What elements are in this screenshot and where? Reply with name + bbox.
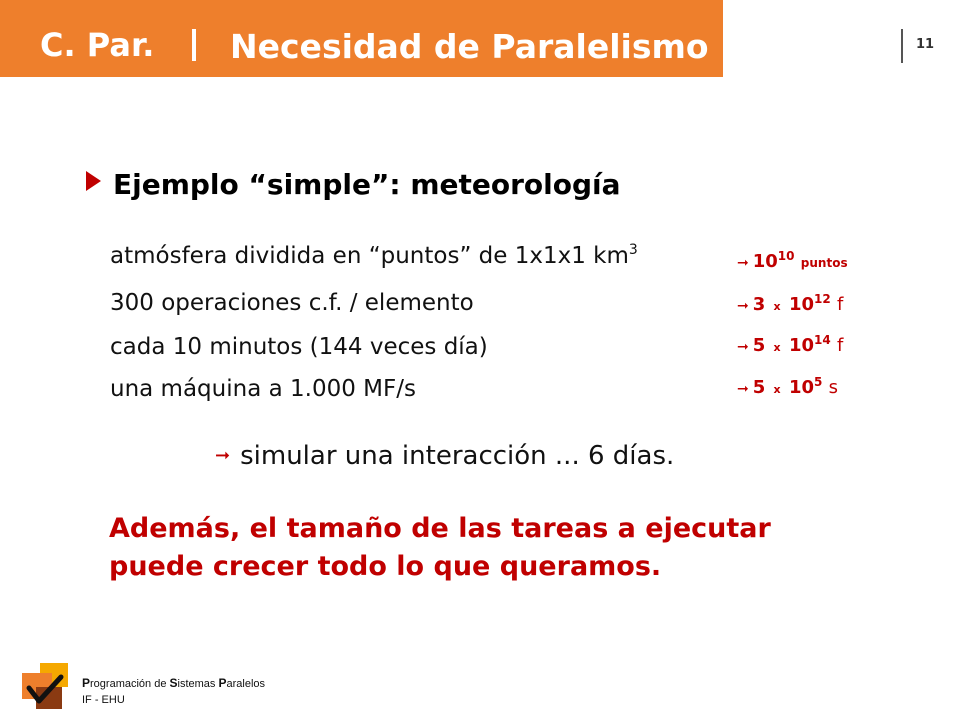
arrow-right-icon: ➞ [737,381,749,397]
footer-institution: IF - EHU [82,694,125,706]
title-separator [192,29,196,61]
conclusion: ➞ simular una interacción ... 6 días. [215,441,675,471]
section-heading: Ejemplo “simple”: meteorología [113,168,621,201]
arrow-right-icon: ➞ [737,298,749,314]
triangle-right-icon [86,171,101,191]
note-line: Además, el tamaño de las tareas a ejecutar [109,513,771,544]
note [109,510,771,586]
row-text: cada 10 minutos (144 veces día) [110,334,488,360]
note-line: puede crecer todo lo que queramos. [109,551,662,582]
row-text: 300 operaciones c.f. / elemento [110,290,474,316]
arrow-right-icon: ➞ [215,445,231,466]
page-number: 11 [916,37,935,52]
row-result: ➞ $10^{10}$ puntos [737,249,848,272]
arrow-right-icon: ➞ [737,255,749,271]
row-text: atmósfera dividida en “puntos” de 1x1x1 $km^3$ [110,242,638,269]
row-result: ➞ 5 x $10^5$ s [737,375,839,398]
page-separator [901,29,903,63]
checkmark-logo-icon [22,663,68,709]
row-result: ➞ 3 x $10^{12}$ f [737,292,844,315]
course-label: C. Par. [40,26,155,64]
footer-text [82,675,265,708]
slide-title: Necesidad de Paralelismo [230,27,709,66]
arrow-right-icon: ➞ [737,339,749,355]
footer-program: Programación de Sistemas Paralelos [82,676,266,690]
row-result: ➞ 5 x $10^{14}$ f [737,333,844,356]
row-text: una máquina a 1.000 MF/s [110,376,416,402]
